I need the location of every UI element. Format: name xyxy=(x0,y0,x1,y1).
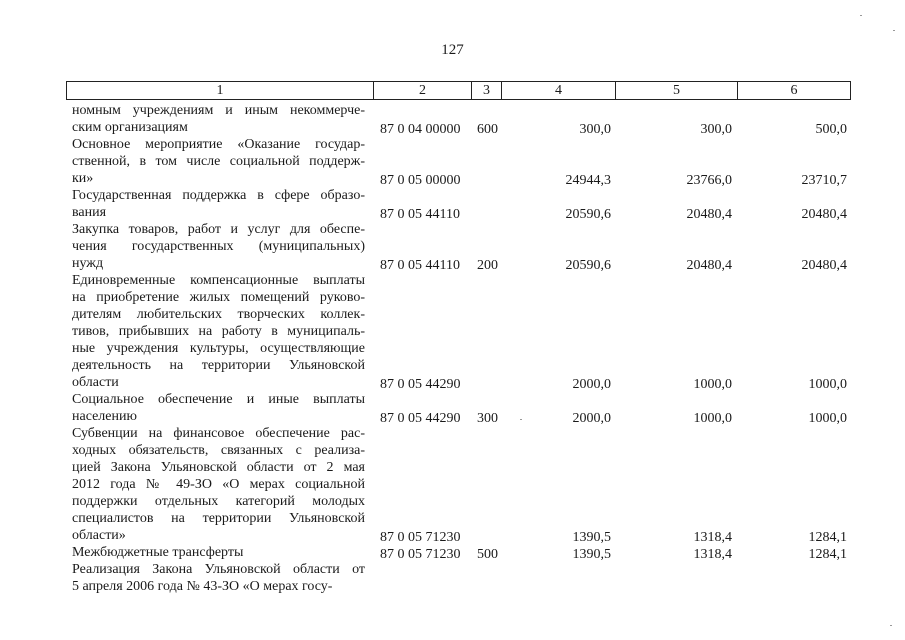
row-description-line: цией Закона Ульяновской области от 2 мая xyxy=(72,460,365,475)
row-description-line: населению xyxy=(72,409,137,424)
scan-speck xyxy=(890,625,892,626)
row-description-line: Государственная поддержка в сфере образо- xyxy=(72,188,365,203)
row-description-line: Межбюджетные трансферты xyxy=(72,545,244,560)
row-value-col6: 1284,1 xyxy=(808,547,847,562)
row-value-col4: 24944,3 xyxy=(565,173,611,188)
row-value-col5: 1000,0 xyxy=(693,411,732,426)
row-description-line: ственной, в том числе социальной поддерж- xyxy=(72,154,365,169)
column-header-2: 2 xyxy=(373,81,471,100)
column-header-4: 4 xyxy=(501,81,615,100)
row-description-line: ходных обязательств, связанных с реализа- xyxy=(72,443,365,458)
row-value-col5: 1318,4 xyxy=(693,547,732,562)
row-code: 87 0 05 44110 xyxy=(380,207,460,222)
column-header-3: 3 xyxy=(471,81,501,100)
row-value-col5: 20480,4 xyxy=(686,207,732,222)
row-description-line: ки» xyxy=(72,171,94,186)
row-value-col5: 20480,4 xyxy=(686,258,732,273)
row-value-col5: 300,0 xyxy=(700,122,732,137)
row-value-col5: 1000,0 xyxy=(693,377,732,392)
row-description-line: ским организациям xyxy=(72,120,188,135)
row-value-col4: 2000,0 xyxy=(572,377,611,392)
row-description-line: 2012 года № 49-ЗО «О мерах социальной xyxy=(72,477,365,492)
row-description-line: вания xyxy=(72,205,107,220)
row-description-line: ные учреждения культуры, осуществляющие xyxy=(72,341,365,356)
row-description-line: номным учреждениям и иным некоммерче- xyxy=(72,103,365,118)
row-value-col6: 1000,0 xyxy=(808,377,847,392)
row-description-line: чения государственных (муниципальных) xyxy=(72,239,365,254)
row-description-line: Закупка товаров, работ и услуг для обеспе- xyxy=(72,222,365,237)
row-value-col6: 23710,7 xyxy=(801,173,847,188)
scan-speck xyxy=(893,30,895,31)
row-value-col6: 20480,4 xyxy=(801,207,847,222)
row-value-col6: 1284,1 xyxy=(808,530,847,545)
row-value-col4: 20590,6 xyxy=(565,207,611,222)
row-description-line: на приобретение жилых помещений руково- xyxy=(72,290,365,305)
row-description-line: деятельность на территории Ульяновской xyxy=(72,358,365,373)
row-value-col6: 1000,0 xyxy=(808,411,847,426)
row-expense-type: 600 xyxy=(477,122,498,137)
row-code: 87 0 05 44110 xyxy=(380,258,460,273)
row-description-line: дителям любительских творческих коллек- xyxy=(72,307,365,322)
column-header-1: 1 xyxy=(66,81,373,100)
row-description-line: 5 апреля 2006 года № 43-ЗО «О мерах госу- xyxy=(72,579,333,594)
row-description-line: специалистов на территории Ульяновской xyxy=(72,511,365,526)
row-description-line: области xyxy=(72,375,119,390)
row-code: 87 0 05 44290 xyxy=(380,411,461,426)
row-value-col4: 1390,5 xyxy=(572,547,611,562)
scan-speck xyxy=(860,15,862,16)
row-description-line: Единовременные компенсационные выплаты xyxy=(72,273,365,288)
row-value-col5: 23766,0 xyxy=(686,173,732,188)
row-value-col4: 2000,0 xyxy=(572,411,611,426)
row-code: 87 0 05 00000 xyxy=(380,173,461,188)
row-value-col5: 1318,4 xyxy=(693,530,732,545)
row-description-line: Основное мероприятие «Оказание государ- xyxy=(72,137,365,152)
page-number: 127 xyxy=(441,42,464,58)
row-description-line: Субвенции на финансовое обеспечение рас- xyxy=(72,426,365,441)
row-value-col4: 300,0 xyxy=(579,122,611,137)
row-value-col4: 20590,6 xyxy=(565,258,611,273)
row-code: 87 0 05 71230 xyxy=(380,547,461,562)
row-code: 87 0 05 71230 xyxy=(380,530,461,545)
row-code: 87 0 05 44290 xyxy=(380,377,461,392)
row-description-line: Реализация Закона Ульяновской области от xyxy=(72,562,365,577)
row-expense-type: 500 xyxy=(477,547,498,562)
row-description-line: поддержки отдельных категорий молодых xyxy=(72,494,365,509)
row-expense-type: 200 xyxy=(477,258,498,273)
row-value-col6: 20480,4 xyxy=(801,258,847,273)
column-header-5: 5 xyxy=(615,81,737,100)
row-value-col6: 500,0 xyxy=(815,122,847,137)
column-header-6: 6 xyxy=(737,81,851,100)
row-description-line: области» xyxy=(72,528,126,543)
row-value-col4: 1390,5 xyxy=(572,530,611,545)
row-description-line: тивов, прибывших на работу в муниципаль- xyxy=(72,324,365,339)
row-description-line: нужд xyxy=(72,256,104,271)
row-description-line: Социальное обеспечение и иные выплаты xyxy=(72,392,365,407)
row-code: 87 0 04 00000 xyxy=(380,122,461,137)
scan-speck xyxy=(520,419,522,420)
row-expense-type: 300 xyxy=(477,411,498,426)
